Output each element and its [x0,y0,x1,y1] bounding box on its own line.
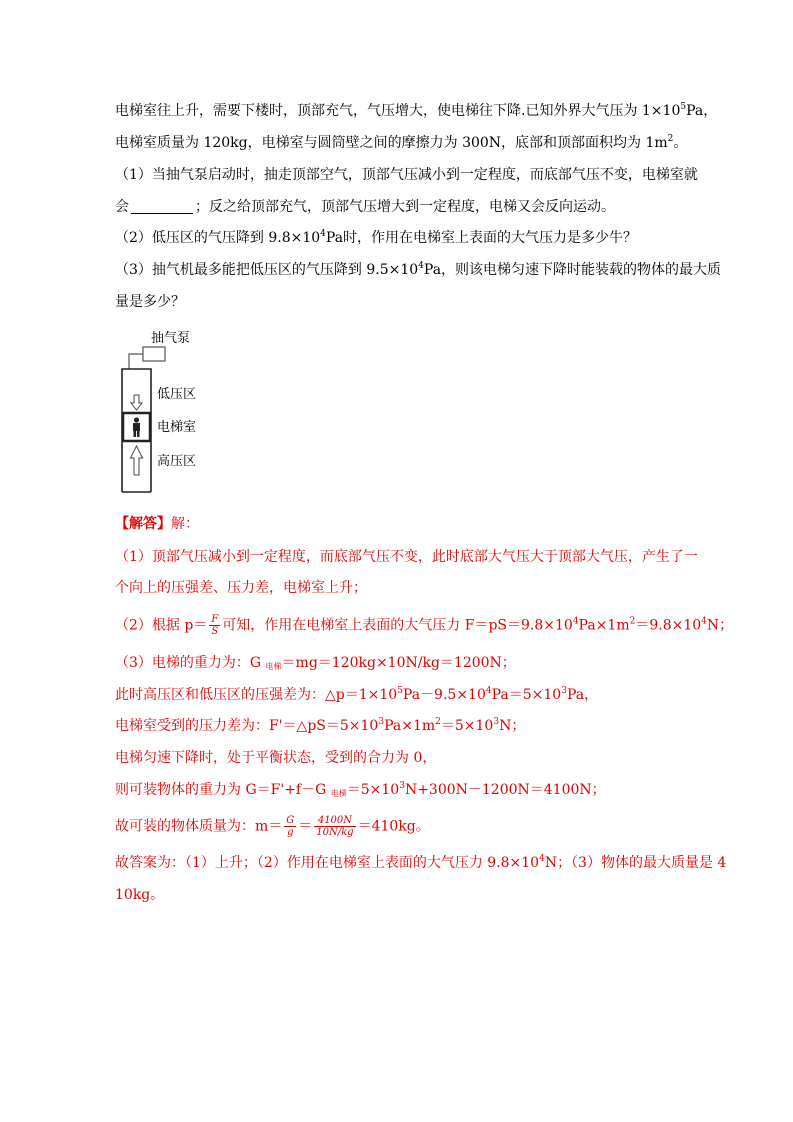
question-part-3: （3）抽气机最多能把低压区的气压降到 $9.5\times 10^4Pa$，则该电梯匀速下降时能装载的物体的最大质 [115,261,722,278]
fraction-4100-over-10: $\frac{4100N}{10N/kg}$ [316,815,354,838]
answer-step-3: （3）电梯的重力为：G $_{电梯}$＝mg＝120kg×10N/kg＝1200N； [115,655,516,671]
answer-header: 【解答】解： [115,516,199,532]
answer-pressure-difference: 此时高压区和低压区的压强差为：$\triangle p=1\times 10^5Pa-9.5\times 10^4Pa=5\times 10^3Pa$， [115,686,599,703]
elevator-diagram [115,325,235,495]
final-answer-continued: 10kg。 [115,887,165,903]
pump-pipe [129,354,143,369]
question-line-1: 电梯室往上升，需要下楼时，顶部充气，气压增大，使电梯往下降.已知外界大气压为 $1\times 10^5Pa$， [115,102,718,119]
pump-label: 抽气泵 [151,331,191,346]
question-part-3-continued: 量是多少？ [115,294,185,310]
answer-force-difference: 电梯室受到的压力差为：$F'=\triangle pS=5\times 10^3Pa\times 1m^2=5\times 10^3N$； [115,717,526,734]
answer-tag: 【解答】 [115,516,171,532]
up-arrow-icon [131,446,143,475]
question-part-2: （2）低压区的气压降到 $9.8\times 10^4Pa$时，作用在电梯室上表面的大气压力是多少牛？ [115,229,638,246]
fraction-f-over-s: $\frac{F}{S}$ [211,614,219,637]
fraction-g-over-g: $\frac{G}{g}$ [286,815,295,838]
final-answer: 故答案为：（1）上升；（2）作用在电梯室上表面的大气压力 $9.8\times 10^4N$；（3）物体的最大质量是 4 [115,854,727,871]
high-pressure-label: 高压区 [157,454,197,469]
question-part-1: （1）当抽气泵启动时，抽走顶部空气，顶部气压减小到一定程度，而底部气压不变，电梯室就 [115,167,698,183]
pump-box [143,347,165,361]
answer-step-1-continued: 个向上的压强差、压力差，电梯室上升； [115,580,367,596]
question-part-1-continued: 会 ；反之给顶部充气，顶部气压增大到一定程度，电梯又会反向运动。 [115,199,615,215]
answer-weight: 则可装物体的重力为 G＝F'+f－G $_{电梯}=5\times 10^3N+300N-1200N=4100N$； [115,781,606,798]
answer-mass: 故可装的物体质量为：m＝ $\frac{G}{g}$ ＝ $\frac{4100N}{10N/kg}$ ＝410kg。 [115,815,430,838]
elevator-room-label: 电梯室 [157,420,197,435]
question-line-2: 电梯室质量为 120kg，电梯室与圆筒壁之间的摩擦力为 300N，底部和顶部面积均为 $1m^2$。 [115,134,688,151]
answer-step-2: （2）根据 p＝ $\frac{F}{S}$ 可知，作用在电梯室上表面的大气压力 $F=pS=9.8\times 10^4Pa\times 1m^2=9.8\times 10^4N$； [115,614,734,637]
low-pressure-label: 低压区 [157,387,197,402]
answer-equilibrium: 电梯匀速下降时，处于平衡状态，受到的合力为 0， [115,750,437,766]
answer-step-1: （1）顶部气压减小到一定程度，而底部气压不变，此时底部大气压大于顶部大气压，产生了一 [115,549,698,565]
answer-blank[interactable] [131,199,193,214]
elevator-diagram-svg [115,325,235,495]
down-arrow-icon [131,395,142,410]
